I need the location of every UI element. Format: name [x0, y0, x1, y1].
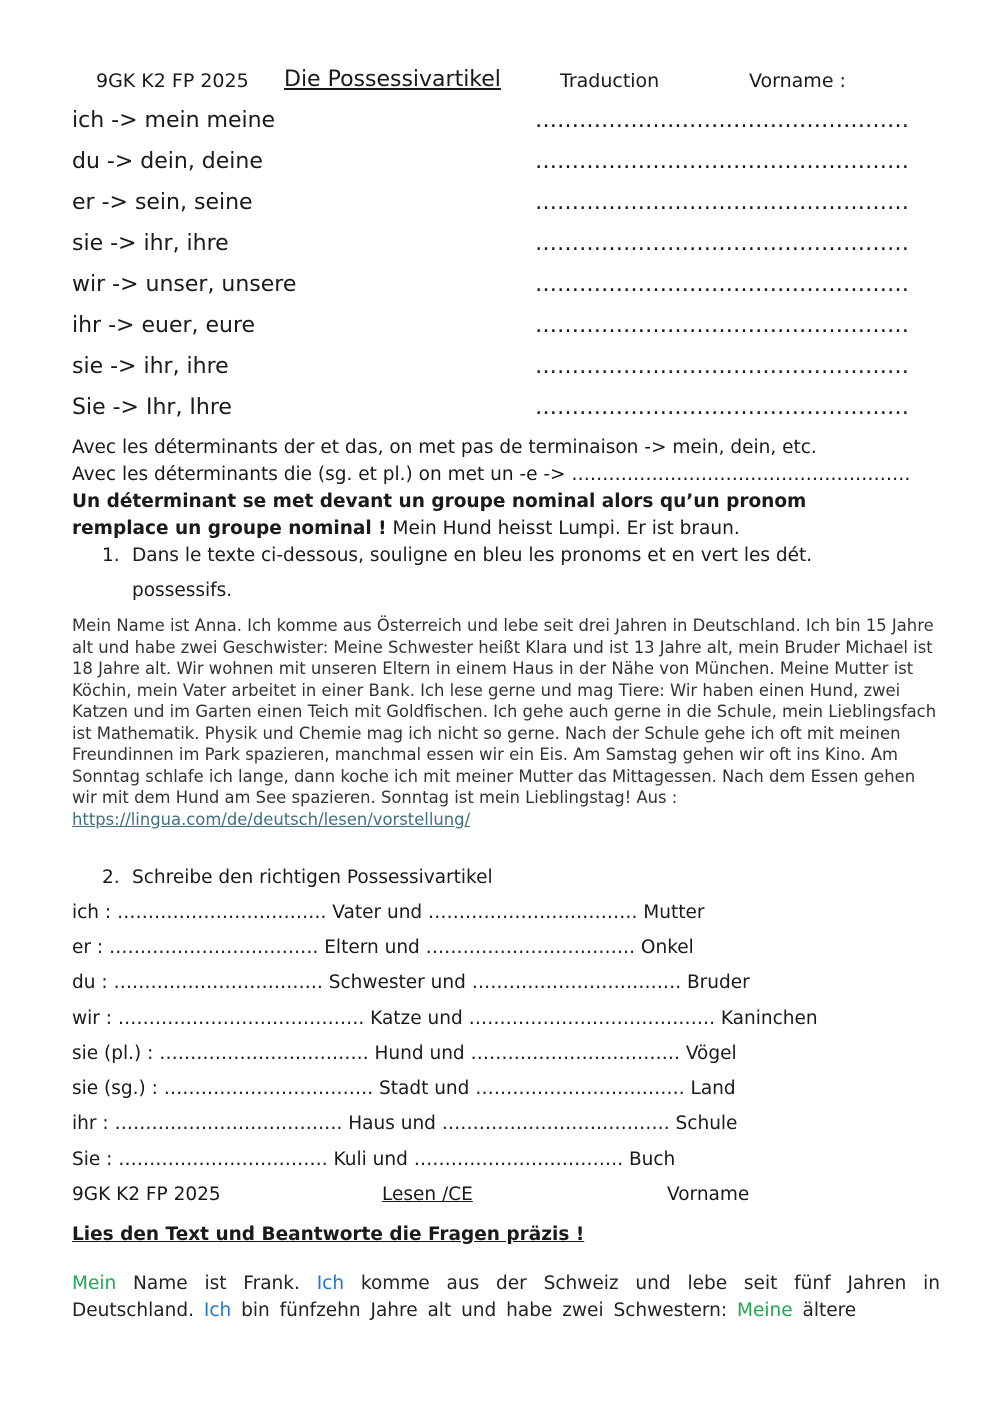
pronoun-row — [72, 354, 912, 384]
pronoun-text: ich -> mein meine — [72, 108, 276, 133]
fill-in-row[interactable]: ihr : ………………………………. Haus und ………………………………. Schule — [72, 1113, 738, 1134]
fill-in-row[interactable]: du : ……………………………. Schwester und ……………………………. Bruder — [72, 972, 750, 993]
note-line-1: Avec les déterminants der et das, on met pas de terminaison -> mein, dein, etc. — [72, 437, 817, 458]
pronoun-row — [72, 190, 912, 220]
pronoun-text: wir -> unser, unsere — [72, 272, 297, 297]
pronoun-row — [72, 108, 912, 138]
rule-line-2 — [72, 518, 740, 539]
pronoun-text: du -> dein, deine — [72, 149, 263, 174]
translation-blank[interactable]: …………………………………………… — [535, 149, 909, 174]
text-segment: Name ist Frank. — [116, 1273, 317, 1294]
source-link[interactable]: https://lingua.com/de/deutsch/lesen/vorstellung/ — [72, 809, 471, 829]
pronoun-row — [72, 231, 912, 261]
translation-blank[interactable]: …………………………………………… — [535, 272, 909, 297]
translation-blank[interactable]: …………………………………………… — [535, 108, 909, 133]
exercise-2-title: Schreibe den richtigen Possessivartikel — [132, 867, 493, 888]
exercise-1-instruction-line-2: possessifs. — [132, 580, 233, 601]
pronoun-word: Ich — [316, 1273, 345, 1294]
vorname-label-2: Vorname — [667, 1184, 750, 1205]
rule-example: Mein Hund heisst Lumpi. Er ist braun. — [386, 518, 740, 539]
page-title: Die Possessivartikel — [284, 67, 501, 92]
pronoun-text: Sie -> Ihr, Ihre — [72, 395, 232, 420]
fill-in-row[interactable]: er : ……………………………. Eltern und ……………………………. Onkel — [72, 937, 694, 958]
rule-bold-text: remplace un groupe nominal ! — [72, 518, 387, 539]
reading-instruction: Lies den Text und Beantworte die Fragen präzis ! — [72, 1224, 585, 1245]
translation-blank[interactable]: …………………………………………… — [535, 395, 909, 420]
translation-blank[interactable]: …………………………………………… — [535, 313, 909, 338]
rule-line-1: Un déterminant se met devant un groupe nominal alors qu’un pronom — [72, 491, 807, 512]
exercise-1-instruction-line-1: Dans le texte ci-dessous, souligne en bleu les pronoms et en vert les dét. — [132, 545, 813, 566]
pronoun-text: sie -> ihr, ihre — [72, 354, 229, 379]
text-segment: ältere — [792, 1300, 857, 1321]
text-segment: komme aus der Schweiz und lebe seit fünf Jahren in Deutschland. — [72, 1273, 940, 1321]
translation-blank[interactable]: …………………………………………… — [535, 231, 909, 256]
possessive-word: Meine — [737, 1300, 793, 1321]
possessive-word: Mein — [72, 1273, 117, 1294]
translation-blank[interactable]: …………………………………………… — [535, 354, 909, 379]
exercise-1-number: 1. — [102, 545, 120, 566]
fill-in-row[interactable]: sie (sg.) : ……………………………. Stadt und ……………………………. Land — [72, 1078, 736, 1099]
pronoun-text: er -> sein, seine — [72, 190, 253, 215]
fill-in-row[interactable]: sie (pl.) : ……………………………. Hund und ……………………………. Vögel — [72, 1043, 737, 1064]
note-line-2: Avec les déterminants die (sg. et pl.) on met un -e -> ………………………………………………. — [72, 464, 911, 485]
pronoun-word: Ich — [203, 1300, 232, 1321]
class-code: 9GK K2 FP 2025 — [96, 70, 249, 92]
fill-in-row[interactable]: wir : …………………………………. Katze und …………………………………. Kaninchen — [72, 1008, 818, 1029]
pronoun-row — [72, 395, 912, 425]
pronoun-row — [72, 272, 912, 302]
pronoun-text: ihr -> euer, eure — [72, 313, 256, 338]
text-segment: bin fünfzehn Jahre alt und habe zwei Schwestern: — [231, 1300, 738, 1321]
translation-label: Traduction — [560, 70, 660, 92]
fill-in-row[interactable]: ich : ……………………………. Vater und ……………………………. Mutter — [72, 902, 705, 923]
vorname-label: Vorname : — [749, 70, 846, 92]
pronoun-row — [72, 149, 912, 179]
pronoun-text: sie -> ihr, ihre — [72, 231, 229, 256]
exercise-2-number: 2. — [102, 867, 120, 888]
section-title-lesen: Lesen /CE — [382, 1184, 473, 1205]
class-code-2: 9GK K2 FP 2025 — [72, 1184, 221, 1205]
passage-text: Mein Name ist Anna. Ich komme aus Österreich und lebe seit drei Jahren in Deutschland. Ich bin 15 Jahre alt und habe zwei Geschwister: Meine Schwester heißt Klara und ist 13 Jahre alt, mein Bruder Michael ist 18 Jahre alt. Wir wohnen mit unseren Eltern in einem Haus in der Nähe von München. Meine Mutter ist Köchin, mein Vater arbeitet in einer Bank. Ich lese gerne und mag Tiere: Wir haben einen Hund, zwei Katzen und im Garten einen Teich mit Goldfischen. Ich gehe auch gerne in die Schule, mein Lieblingsfach ist Mathematik. Physik und Chemie mag ich nicht so gerne. Nach der Schule gehe ich oft mit meinen Freundinnen im Park spazieren, manchmal essen wir ein Eis. Am Samstag gehen wir oft ins Kino. Am Sonntag schlafe ich lange, dann koche ich mit meiner Mutter das Mittagessen. Nach dem Essen gehen wir mit dem Hund am See spazieren. Sonntag ist mein Lieblingstag! Aus : — [72, 616, 937, 807]
reading-passage-anna — [72, 615, 942, 830]
translation-blank[interactable]: …………………………………………… — [535, 190, 909, 215]
reading-passage-frank — [72, 1270, 940, 1324]
pronoun-row — [72, 313, 912, 343]
fill-in-row[interactable]: Sie : ……………………………. Kuli und ……………………………. Buch — [72, 1149, 676, 1170]
